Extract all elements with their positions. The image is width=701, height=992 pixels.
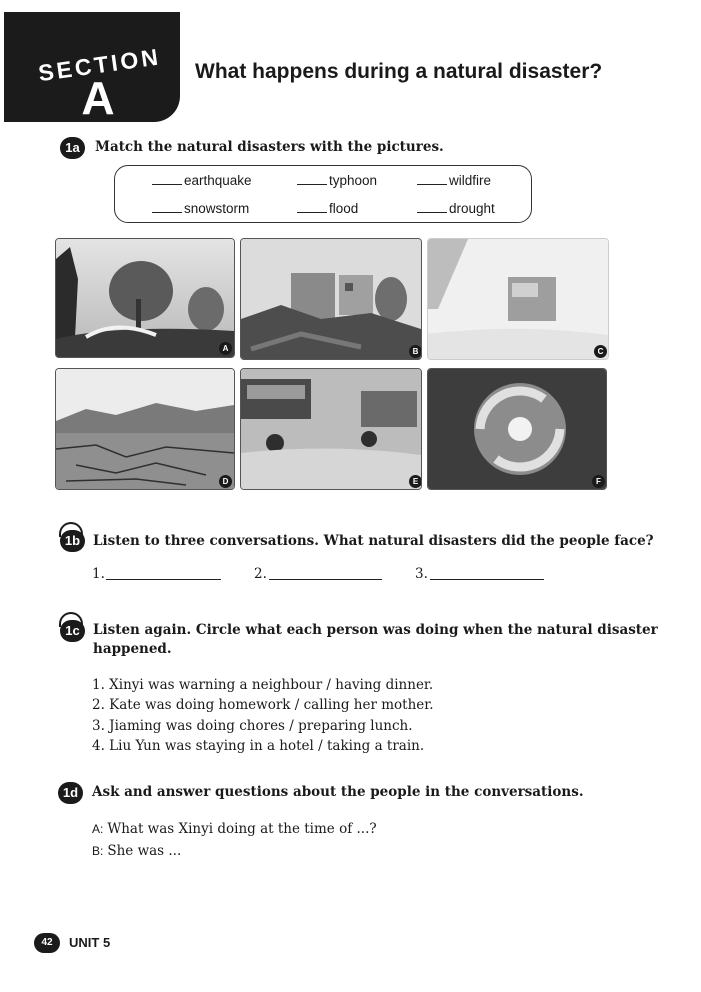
exercise-1d-badge: 1d (58, 782, 83, 804)
picture-label: D (219, 475, 232, 488)
answer-number: 2. (254, 566, 267, 582)
exercise-1b-badge: 1b (60, 530, 85, 552)
word-bank-item[interactable]: wildfire (417, 173, 491, 188)
photo-flood (240, 368, 422, 490)
exercise-1b-instruction: Listen to three conversations. What natural disasters did the people face? (93, 533, 654, 549)
exercise-1a-instruction: Match the natural disasters with the pictures. (95, 139, 444, 155)
exercise-1c-badge: 1c (60, 620, 85, 642)
exercise-1c-instruction: Listen again. Circle what each person was doing when the natural disaster (93, 622, 658, 638)
page-number: 42 (34, 933, 60, 953)
exercise-1a-badge: 1a (60, 137, 85, 159)
list-item[interactable]: 3. Jiaming was doing chores / preparing lunch. (92, 718, 413, 734)
photo-wildfire (55, 238, 235, 358)
photo-typhoon (427, 368, 607, 490)
answer-number: 3. (415, 566, 428, 582)
list-item[interactable]: 2. Kate was doing homework / calling her mother. (92, 697, 434, 713)
picture-label: C (594, 345, 607, 358)
word-bank-item[interactable]: snowstorm (152, 201, 249, 216)
section-banner (4, 12, 180, 122)
photo-drought (55, 368, 235, 490)
answer-number: 1. (92, 566, 105, 582)
page-title: What happens during a natural disaster? (195, 60, 603, 83)
word-bank-item[interactable]: flood (297, 201, 358, 216)
picture-label: E (409, 475, 422, 488)
photo-snowstorm (427, 238, 609, 360)
section-word: SECTION (36, 43, 163, 87)
exercise-1c-instruction-cont: happened. (93, 641, 172, 657)
photo-earthquake (240, 238, 422, 360)
list-item[interactable]: 1. Xinyi was warning a neighbour / having dinner. (92, 677, 434, 693)
answer-line[interactable] (269, 579, 382, 580)
picture-label: F (592, 475, 605, 488)
unit-label: UNIT 5 (69, 935, 111, 950)
dialog-line: A: What was Xinyi doing at the time of ...? (92, 821, 377, 837)
list-item[interactable]: 4. Liu Yun was staying in a hotel / taking a train. (92, 738, 425, 754)
picture-label: A (219, 342, 232, 355)
word-bank-item[interactable]: drought (417, 201, 495, 216)
word-bank-item[interactable]: typhoon (297, 173, 377, 188)
picture-label: B (409, 345, 422, 358)
dialog-line: B: She was ... (92, 843, 182, 859)
exercise-1d-instruction: Ask and answer questions about the people in the conversations. (92, 784, 584, 800)
section-letter: A (81, 72, 115, 124)
word-bank-item[interactable]: earthquake (152, 173, 252, 188)
answer-line[interactable] (106, 579, 221, 580)
answer-line[interactable] (430, 579, 544, 580)
